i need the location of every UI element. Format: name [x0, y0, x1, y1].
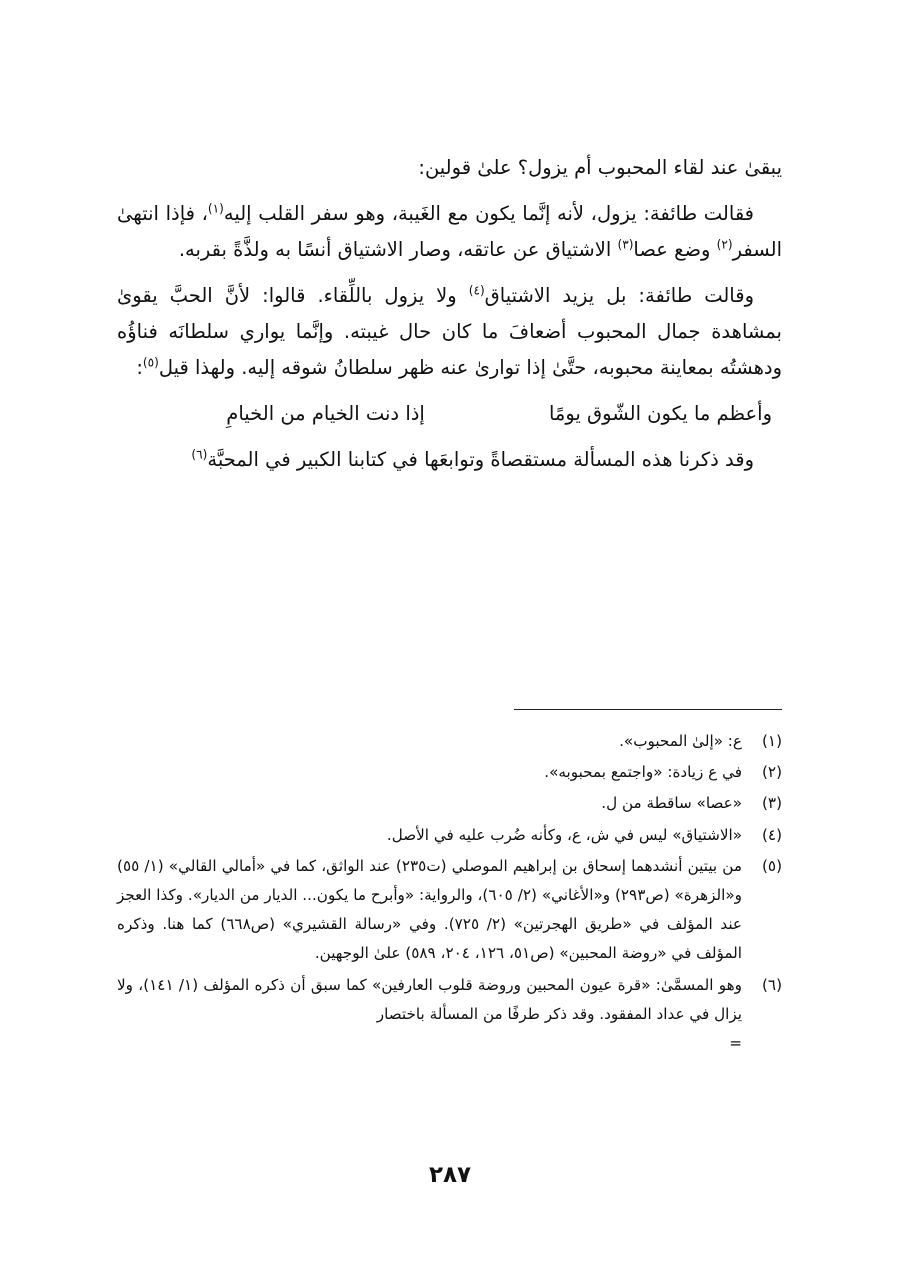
verse-second-hemistich: إذا دنت الخيام من الخيامِ	[226, 402, 425, 426]
paragraph-2-text-c: وضع عصا	[633, 238, 717, 262]
footnote-3	[117, 789, 782, 818]
verse-first-hemistich: وأعظم ما يكون الشّوق يومًا	[548, 402, 772, 426]
paragraph-4	[117, 442, 782, 478]
page-number: ٢٨٧	[428, 1162, 472, 1188]
footnote-number: (٢)	[761, 763, 782, 782]
footnote-marker-6[interactable]: (٦)	[191, 447, 208, 462]
footnote-marker-4[interactable]: (٤)	[468, 283, 485, 298]
footnote-5	[117, 852, 782, 969]
footnote-6-text: وهو المسمَّىٰ: «قرة عيون المحبين وروضة قلوب العارفين» كما سبق أن ذكره المؤلف (١/ ١٤١)، ولا يزال في عداد المفقود. وقد ذكر طرفًا من المسألة باختصار	[117, 975, 742, 1023]
paragraph-3-text-b: ولا يزول باللِّقاء. قالوا: لأنَّ الحبَّ يقوىٰ بمشاهدة جمال المحبوب أضعافَ ما كان حال غيبته. وإنَّما يواري سلطانَه فناؤُه ودهشتُه بمعاينة محبوبه، حتَّىٰ إذا تواریٰ عنه ظهر سلطانُ شوقه إليه. ولهذا قيل	[117, 284, 782, 380]
footnotes-section	[117, 727, 782, 1060]
footnote-2	[117, 758, 782, 787]
footnote-marker-1[interactable]: (١)	[207, 201, 224, 216]
continuation-mark: =	[729, 1033, 742, 1052]
footnote-text: في ع زيادة: «واجتمع بمحبوبه».	[544, 763, 742, 782]
paragraph-1-text: يبقىٰ عند لقاء المحبوب أم يزول؟ علىٰ قولين:	[418, 156, 782, 179]
footnote-separator	[514, 709, 782, 710]
footnote-number: (٣)	[761, 794, 782, 813]
paragraph-3-text-c: :	[136, 356, 143, 380]
footnote-number: (٥)	[761, 856, 782, 875]
footnote-marker-5[interactable]: (٥)	[142, 355, 159, 370]
footnote-text: من بيتين أنشدهما إسحاق بن إبراهيم الموصلي (ت٢٣٥) عند الواثق، كما في «أمالي القالي» (١/ ٥٥) و«الزهرة» (ص٢٩٣) و«الأغاني» (٢/ ٦٠٥)، والرواية: «وأبرح ما يكون... الديار من الديار». وكذا العجز عند المؤلف في «طريق الهجرتين» (٢/ ٧٢٥). وفي «رسالة القشيري» (ص٦٦٨) كما هنا. وذكره المؤلف في «روضة المحبين» (ص٥١، ١٢٦، ٢٠٤، ٥٨٩) علىٰ الوجهين.	[117, 856, 743, 963]
paragraph-2-text-b: ، فإذا انتهىٰ السفر	[117, 202, 782, 262]
poetry-verse	[117, 396, 782, 432]
paragraph-2-text-a: فقالت طائفة: يزول، لأنه إنَّما يكون مع الغَيبة، وهو سفر القلب إليه	[223, 202, 755, 226]
footnote-text	[117, 971, 742, 1059]
footnote-marker-2[interactable]: (٢)	[716, 237, 733, 252]
footnote-number: (٦)	[761, 975, 782, 994]
footnote-marker-3[interactable]: (٣)	[617, 237, 634, 252]
footnote-6	[117, 971, 782, 1059]
paragraph-3-text-a: وقالت طائفة: بل يزيد الاشتياق	[484, 284, 754, 308]
footnote-number: (٤)	[761, 825, 782, 844]
footnote-text: «عصا» ساقطة من ل.	[601, 794, 742, 813]
footnote-number: (١)	[761, 732, 782, 750]
footnote-4	[117, 821, 782, 850]
paragraph-1	[117, 150, 782, 186]
paragraph-3	[117, 278, 782, 386]
paragraph-2-text-d: الاشتياق عن عاتقه، وصار الاشتياق أنسًا به ولذَّةً بقربه.	[178, 238, 618, 262]
footnote-text: «الاشتياق» ليس في ش، ع، وكأنه ضُرب عليه في الأصل.	[386, 825, 742, 844]
main-text-body	[117, 150, 782, 489]
paragraph-4-text: وقد ذكرنا هذه المسألة مستقصاةً وتوابعَها في كتابنا الكبير في المحبَّة	[207, 448, 754, 472]
paragraph-2	[117, 196, 782, 268]
footnote-1	[117, 727, 782, 756]
footnote-text: ع: «إلىٰ المحبوب».	[619, 732, 742, 750]
